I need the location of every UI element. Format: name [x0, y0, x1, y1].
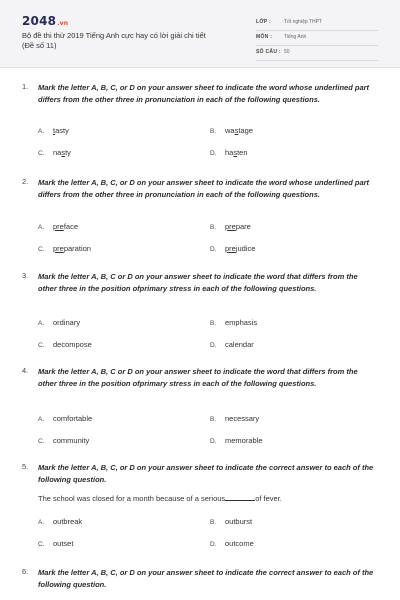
option-text-part: ty — [65, 148, 71, 157]
option-text-part: asty — [55, 126, 69, 135]
question-instruction: Mark the letter A, B, C or D on your answer sheet to indicate the word that differs from the other three in the position ofprimary stress in each of the following questions. — [38, 272, 358, 293]
meta-label: MÔN : — [256, 34, 273, 40]
option-letter: A. — [38, 519, 45, 526]
option-letter: B. — [210, 320, 217, 327]
option-letter: D. — [210, 150, 217, 157]
option-c[interactable] — [38, 539, 73, 548]
option-c[interactable] — [38, 244, 91, 253]
option-letter: D. — [210, 246, 217, 253]
option-a[interactable] — [38, 318, 80, 327]
underlined-part: s — [233, 148, 238, 157]
option-letter: C. — [38, 438, 45, 445]
underlined-part: s — [61, 148, 66, 157]
meta-row-class — [256, 16, 378, 31]
option-a[interactable] — [38, 126, 69, 135]
option-letter: B. — [210, 416, 217, 423]
question-number: 4. — [22, 366, 29, 375]
meta-value: Tốt nghiệp THPT — [284, 19, 322, 25]
underlined-part: pre — [53, 244, 64, 253]
option-b[interactable] — [210, 318, 257, 327]
option-text: outset — [53, 539, 74, 548]
option-text-part: pare — [235, 222, 251, 231]
option-text: calendar — [225, 340, 254, 349]
option-text-part: judice — [235, 244, 256, 253]
stem-text: The school was closed for a month because of a serious — [38, 494, 226, 503]
question-instruction: Mark the letter A, B, C, or D on your answer sheet to indicate the correct answer to each of the following question. — [38, 568, 374, 589]
option-letter: D. — [210, 541, 217, 548]
option-a[interactable] — [38, 517, 82, 526]
option-letter: D. — [210, 342, 217, 349]
option-d[interactable] — [210, 244, 255, 253]
option-text-part: paration — [63, 244, 91, 253]
document-subtitle: (Đề số 11) — [22, 41, 57, 50]
underlined-part: t — [53, 126, 56, 135]
option-a[interactable] — [38, 414, 92, 423]
option-d[interactable] — [210, 436, 263, 445]
question-instruction: Mark the letter A, B, C, or D on your answer sheet to indicate the correct answer to each of the following question. — [38, 463, 374, 484]
option-text: decompose — [53, 340, 92, 349]
underlined-part: pre — [225, 244, 236, 253]
option-d[interactable] — [210, 539, 254, 548]
question-instruction: Mark the letter A, B, C or D on your answer sheet to indicate the word that differs from the other three in the position ofprimary stress in each of the following questions. — [38, 367, 358, 388]
option-text-part: face — [63, 222, 79, 231]
option-text: comfortable — [53, 414, 93, 423]
meta-value: Tiếng Anh — [284, 34, 307, 40]
question-instruction: Mark the letter A, B, C, or D on your answer sheet to indicate the word whose underlined part differs from the other three in pronunciation in each of the following questions. — [38, 178, 370, 199]
option-b[interactable] — [210, 414, 259, 423]
meta-label: LỚP : — [256, 19, 272, 25]
question-number: 3. — [22, 271, 29, 280]
option-text: necessary — [225, 414, 260, 423]
document-meta — [256, 16, 378, 61]
option-letter: A. — [38, 128, 45, 135]
logo-text: 2048 — [22, 14, 57, 28]
option-d[interactable] — [210, 148, 248, 157]
option-text: outburst — [225, 517, 253, 526]
option-text-part: na — [53, 148, 62, 157]
option-c[interactable] — [38, 436, 89, 445]
meta-label: SỐ CÂU : — [256, 49, 281, 55]
option-letter: C. — [38, 342, 45, 349]
option-letter: C. — [38, 541, 45, 548]
meta-row-question-count — [256, 46, 378, 61]
underlined-part: pre — [225, 222, 236, 231]
option-letter: B. — [210, 128, 217, 135]
logo-domain: .vn — [57, 20, 69, 27]
option-letter: A. — [38, 320, 45, 327]
question-number: 2. — [22, 177, 29, 186]
question-number: 1. — [22, 82, 29, 91]
stem-text: of fever. — [255, 494, 282, 503]
option-text-part: ha — [225, 148, 234, 157]
question-stem — [38, 494, 282, 503]
option-letter: B. — [210, 519, 217, 526]
option-letter: A. — [38, 416, 45, 423]
option-letter: A. — [38, 224, 45, 231]
question-number: 5. — [22, 462, 29, 471]
option-text: outcome — [225, 539, 254, 548]
question-instruction: Mark the letter A, B, C, or D on your answer sheet to indicate the word whose underlined part differs from the other three in pronunciation in each of the following questions. — [38, 83, 370, 104]
option-letter: B. — [210, 224, 217, 231]
meta-row-subject — [256, 31, 378, 46]
document-header — [0, 0, 400, 68]
meta-value: 50 — [284, 49, 290, 55]
underlined-part: pre — [53, 222, 64, 231]
option-text: ordinary — [53, 318, 81, 327]
option-letter: D. — [210, 438, 217, 445]
option-letter: C. — [38, 246, 45, 253]
option-text-part: ten — [237, 148, 248, 157]
option-b[interactable] — [210, 126, 253, 135]
option-text: community — [53, 436, 90, 445]
option-c[interactable] — [38, 340, 92, 349]
document-title — [22, 31, 252, 51]
option-d[interactable] — [210, 340, 254, 349]
option-text: outbreak — [53, 517, 83, 526]
option-b[interactable] — [210, 517, 252, 526]
question-number: 6. — [22, 567, 29, 576]
option-a[interactable] — [38, 222, 78, 231]
option-b[interactable] — [210, 222, 251, 231]
option-letter: C. — [38, 150, 45, 157]
option-c[interactable] — [38, 148, 71, 157]
option-text-part: tage — [238, 126, 253, 135]
option-text: emphasis — [225, 318, 258, 327]
document-title-line: Bộ đề thi thử 2019 Tiếng Anh cực hay có lời giải chi tiết — [22, 31, 206, 40]
option-text-part: wa — [225, 126, 235, 135]
answer-blank — [225, 495, 255, 501]
site-logo[interactable] — [22, 14, 68, 28]
underlined-part: s — [234, 126, 239, 135]
option-text: memorable — [225, 436, 263, 445]
